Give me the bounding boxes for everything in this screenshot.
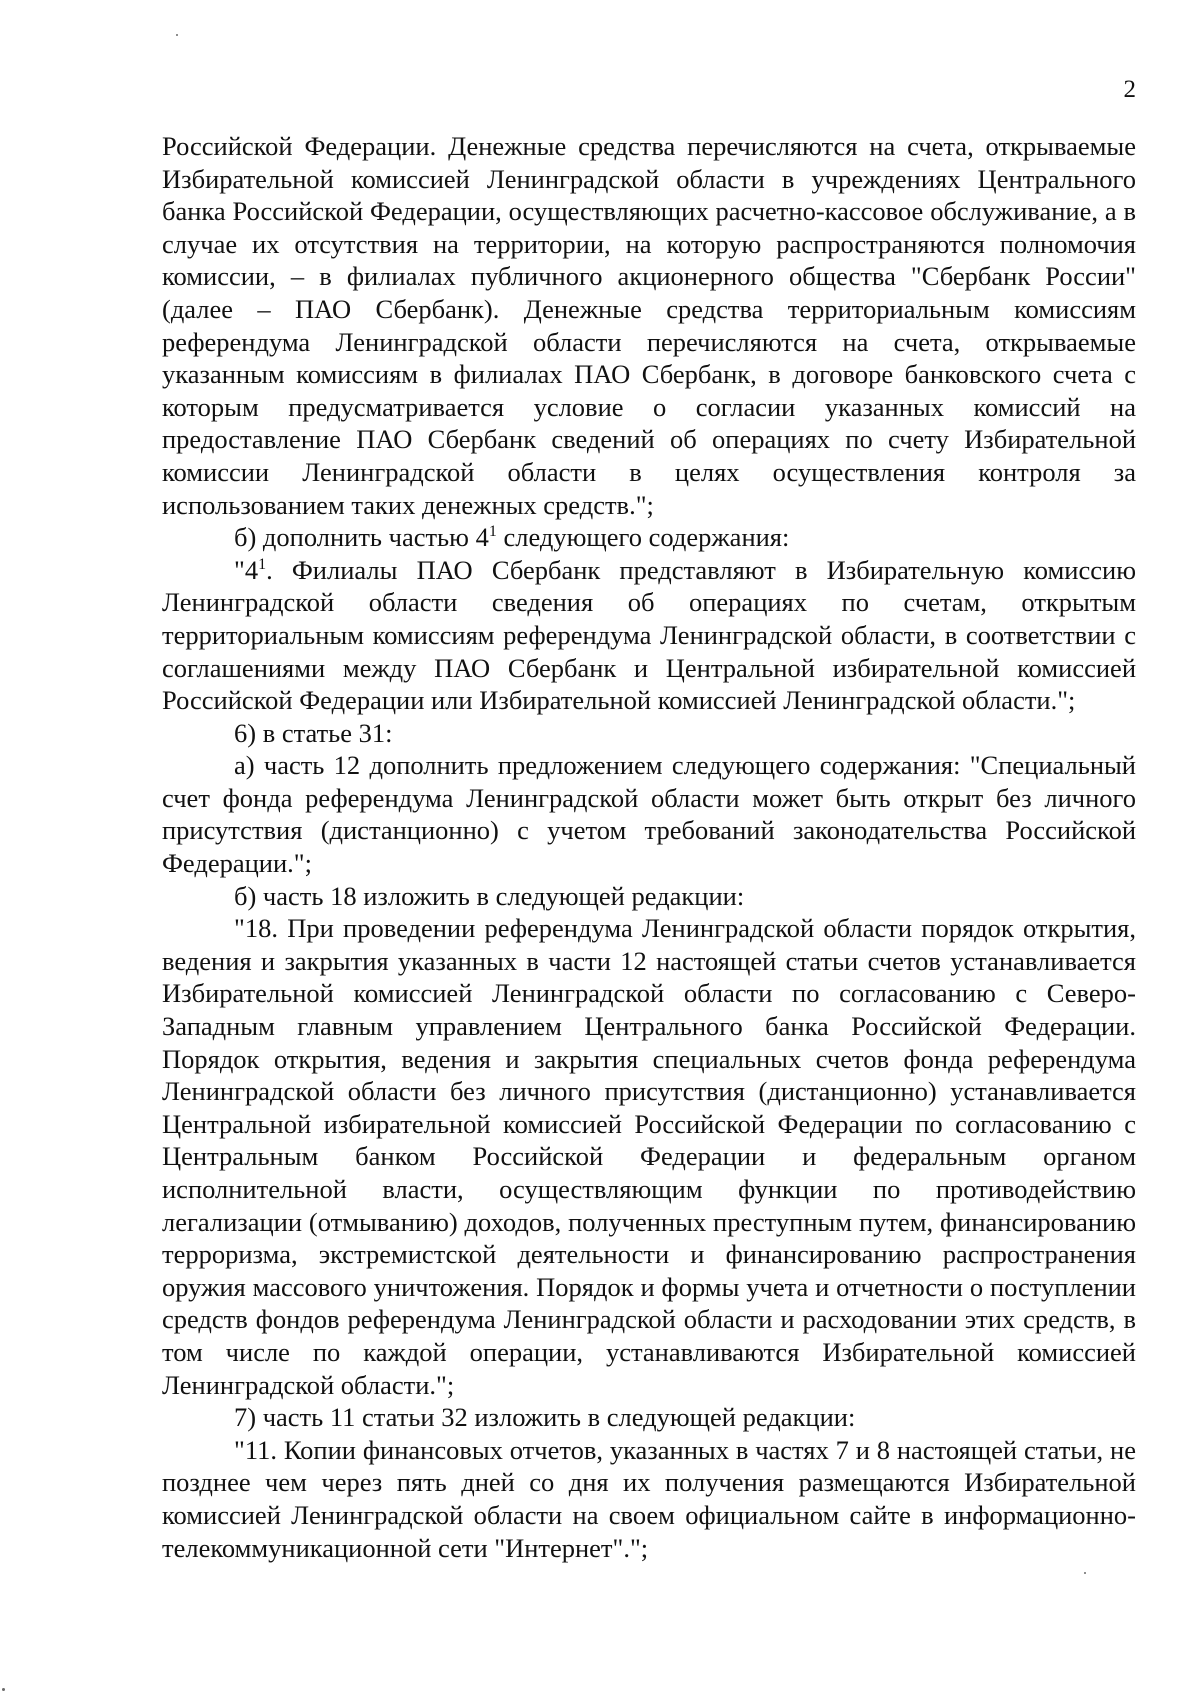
paragraph-item-6b: б) часть 18 изложить в следующей редакции:	[234, 880, 745, 911]
superscript-marker: 1	[488, 523, 497, 541]
document-body	[162, 130, 1136, 1564]
scan-speck	[1084, 1572, 1086, 1574]
paragraph-text: б) дополнить частью 4	[234, 522, 489, 553]
paragraph-continuation: Российской Федерации. Денежные средства перечисляются на счета, открываемые Избирательной комиссией Ленинградской области в учреждениях Центрального банка Российской Федерации, осуществляющих расчетно-кассовое обслуживание, а в случае их отсутствия на территории, на которую распространяются полномочия комиссии, – в филиалах публичного акционерного общества "Сбербанк России" (далее – ПАО Сбербанк). Денежные средства территориальным комиссиям референдума Ленинградской области перечисляются на счета, открываемые указанным комиссиям в филиалах ПАО Сбербанк, в договоре банковского счета с которым предусматривается условие о согласии указанных комиссий на предоставление ПАО Сбербанк сведений об операциях по счету Избирательной комиссии Ленинградской области в целях осуществления контроля за использованием таких денежных средств.";	[162, 131, 1136, 520]
scan-speck	[2, 1688, 5, 1691]
paragraph-part-11: "11. Копии финансовых отчетов, указанных в частях 7 и 8 настоящей статьи, не позднее чем через пять дней со дня их получения размещаются Избирательной комиссией Ленинградской области на своем официальном сайте в информационно-телекоммуникационной сети "Интернет".";	[162, 1434, 1136, 1563]
paragraph-item-7: 7) часть 11 статьи 32 изложить в следующей редакции:	[234, 1402, 856, 1433]
paragraph-part-18: "18. При проведении референдума Ленинградской области порядок открытия, ведения и закрытия указанных в части 12 настоящей статьи счетов устанавливается Избирательной комиссией Ленинградской области по согласованию с Северо-Западным главным управлением Центрального банка Российской Федерации. Порядок открытия, ведения и закрытия специальных счетов фонда референдума Ленинградской области без личного присутствия (дистанционно) устанавливается Центральной избирательной комиссией Российской Федерации по согласованию с Центральным банком Российской Федерации и федеральным органом исполнительной власти, осуществляющим функции по противодействию легализации (отмыванию) доходов, полученных преступным путем, финансированию терроризма, экстремистской деятельности и финансированию распространения оружия массового уничтожения. Порядок и формы учета и отчетности о поступлении средств фондов референдума Ленинградской области и расходовании этих средств, в том числе по каждой операции, устанавливаются Избирательной комиссией Ленинградской области.";	[162, 913, 1136, 1400]
paragraph-part-4-1	[162, 554, 1136, 717]
page-number: 2	[1123, 76, 1136, 103]
paragraph-text: следующего содержания:	[496, 522, 790, 553]
paragraph-item-6: 6) в статье 31:	[234, 717, 393, 748]
superscript-marker: 1	[258, 555, 267, 573]
paragraph-item-b-supplement	[162, 521, 1136, 554]
paragraph-text: . Филиалы ПАО Сбербанк представляют в Избирательную комиссию Ленинградской области сведения об операциях по счетам, открытым территориальным комиссиям референдума Ленинградской области, в соответствии с соглашениями между ПАО Сбербанк и Центральной избирательной комиссией Российской Федерации или Избирательной комиссией Ленинградской области.";	[162, 554, 1136, 716]
scan-speck	[176, 34, 178, 36]
paragraph-item-6a: а) часть 12 дополнить предложением следующего содержания: "Специальный счет фонда референдума Ленинградской области может быть открыт без личного присутствия (дистанционно) с учетом требований законодательства Российской Федерации.";	[162, 750, 1136, 879]
paragraph-text: "4	[234, 554, 259, 585]
